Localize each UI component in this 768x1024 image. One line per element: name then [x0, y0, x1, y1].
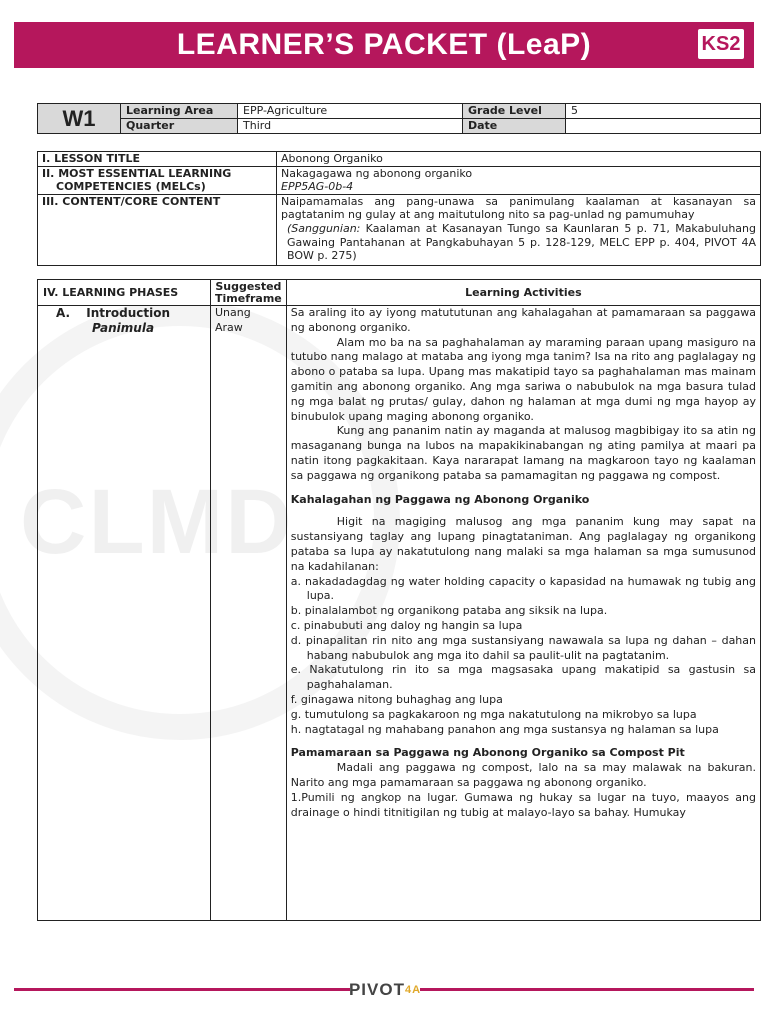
melc-text: Nakagagawa ng abonong organiko [281, 166, 473, 180]
grade-level-value: 5 [566, 104, 761, 119]
timeframe-header [211, 280, 287, 306]
timeframe-line2: Araw [215, 320, 243, 334]
learning-area-value: EPP-Agriculture [238, 104, 463, 119]
paragraph-2: Alam mo ba na sa paghahalaman ay maraming paraan upang masiguro na tutubo nang malago at mataba ang iyong mga tanim? Isa na rito ang paglalagay ng abono o pataba sa lupa. Upang mas makatipid tayo sa paghahalaman mas mainam gamitin ang abonong organiko. Ang mga sariwa o nabubulok na mga basura tulad ng mga balat ng prutas/ gulay, dahon ng halaman at mga dumi ng mga hayop ay binubulok upang maging abonong organiko. [290, 335, 756, 423]
quarter-label: Quarter [121, 119, 238, 134]
list-item-h: h. nagtatagal ng mahabang panahon ang mga sustansya ng halaman sa lupa [290, 722, 719, 736]
melc-code: EPP5AG-0b-4 [281, 180, 354, 194]
date-label: Date [463, 119, 566, 134]
date-value [566, 119, 761, 134]
clmd-watermark: CLMD [20, 471, 294, 573]
melc-cell [277, 166, 761, 194]
list-item-d: d. pinapalitan rin nito ang mga sustansiyang nawawala sa lupa ng dahan – dahan habang nabubulok ang mga ito dahil sa paulit-ulit na pagtatanim. [290, 633, 756, 662]
source-label: (Sanggunian: [287, 221, 361, 235]
section-heading-pamamaraan: Pamamaraan sa Paggawa ng Abonong Organiko sa Compost Pit [290, 746, 685, 760]
list-item-a: a. nakadadagdag ng water holding capacity o kapasidad na humawak ng tubig ang lupa. [290, 574, 756, 603]
melc-label [38, 166, 277, 194]
quarter-value: Third [238, 119, 463, 134]
list-item-f: f. ginagawa nitong buhaghag ang lupa [290, 692, 503, 706]
page-title: LEARNER’S PACKET (LeaP) [176, 28, 592, 61]
list-item-g: g. tumutulong sa pagkakaroon ng mga nakatutulong na mikrobyo sa lupa [290, 707, 697, 721]
lesson-title: Abonong Organiko [277, 152, 761, 167]
activities-cell [286, 306, 760, 921]
list-item-b: b. pinalalambot ng organikong pataba ang siksik na lupa. [290, 604, 608, 618]
timeframe-line1: Unang [215, 306, 251, 319]
pivot-logo-accent: 4A [404, 984, 422, 996]
section-heading-kahalagahan: Kahalagahan ng Paggawa ng Abonong Organiko [290, 492, 590, 506]
phase-name: Introduction [86, 306, 171, 320]
learning-area-label: Learning Area [121, 104, 238, 119]
source-text: Kaalaman at Kasanayan Tungo sa Kaunlaran 5 p. 71, Makabuluhang Gawaing Pantahanan at Pangkabuhayan 5 p. 128-129, MELC EPP p. 404, PIVOT 4A BOW p. 275) [287, 221, 756, 263]
content-text: Naipamamalas ang pang-unawa sa panimulang kaalaman at kasanayan sa pagtatanim ng gulay at ang maitutulong nito sa pag-unlad ng pamumuhay [281, 194, 756, 222]
lesson-table [37, 151, 761, 266]
ks2-badge: KS2 [698, 29, 744, 59]
info-table [37, 103, 761, 134]
activities-header: Learning Activities [286, 280, 760, 306]
paragraph-5: Madali ang paggawa ng compost, lalo na sa may malawak na bakuran. Narito ang mga pamamaraan sa paggawa ng abonong organiko. [290, 761, 756, 789]
pivot-logo-text: PIVOT [348, 980, 405, 999]
paragraph-4: Higit na magiging malusog ang mga pananim kung may sapat na sustansiyang taglay ang lupang pinagtataniman. Ang paglalagay ng organikong pataba sa lupa ay nakatutulong nang malaki sa mga halaman sa mga sumusunod na kadahilanan: [290, 515, 756, 573]
paragraph-6: 1.Pumili ng angkop na lugar. Gumawa ng hukay sa lugar na tuyo, maayos ang drainage o hindi titnitigilan ng tubig at malayo-layo sa bahay. Humukay [290, 790, 756, 819]
melc-label-line1: II. MOST ESSENTIAL LEARNING [42, 166, 232, 180]
paragraph-intro: Sa araling ito ay iyong matututunan ang kahalagahan at pamamaraan sa paggawa ng abonong organiko. [290, 306, 756, 334]
grade-level-label: Grade Level [463, 104, 566, 119]
melc-label-line2: COMPETENCIES (MELCs) [56, 180, 206, 194]
timeframe-header-line2: Timeframe [215, 291, 282, 305]
phase-header: IV. LEARNING PHASES [38, 280, 211, 306]
phase-cell [38, 306, 211, 921]
phase-subtitle: Panimula [92, 320, 155, 335]
list-item-e: e. Nakatutulong rin ito sa mga magsasaka upang makatipid sa gastusin sa paghahalaman. [290, 663, 756, 692]
timeframe-cell [211, 306, 287, 921]
lesson-title-label: I. LESSON TITLE [38, 152, 277, 167]
list-item-c: c. pinabubuti ang daloy ng hangin sa lupa [290, 618, 523, 632]
phase-letter: A. [56, 306, 71, 320]
pivot-logo [350, 978, 420, 1002]
content-label: III. CONTENT/CORE CONTENT [38, 194, 277, 265]
content-cell [277, 194, 761, 265]
learning-phases-table [37, 279, 761, 921]
timeframe-header-line1: Suggested [215, 279, 282, 293]
paragraph-3: Kung ang pananim natin ay maganda at malusog magbibigay ito sa atin ng masaganang bunga na lubos na mapakikinabangan ng ating pamilya at maari pa natin itong pagkakitaan. Kaya nararapat lamang na magkaroon tayo ng kaalaman sa paggawa ng organikong pataba sa pamamagitan ng paggawa ng compost. [290, 424, 756, 482]
header-banner [14, 22, 754, 68]
week-label: W1 [38, 104, 121, 134]
